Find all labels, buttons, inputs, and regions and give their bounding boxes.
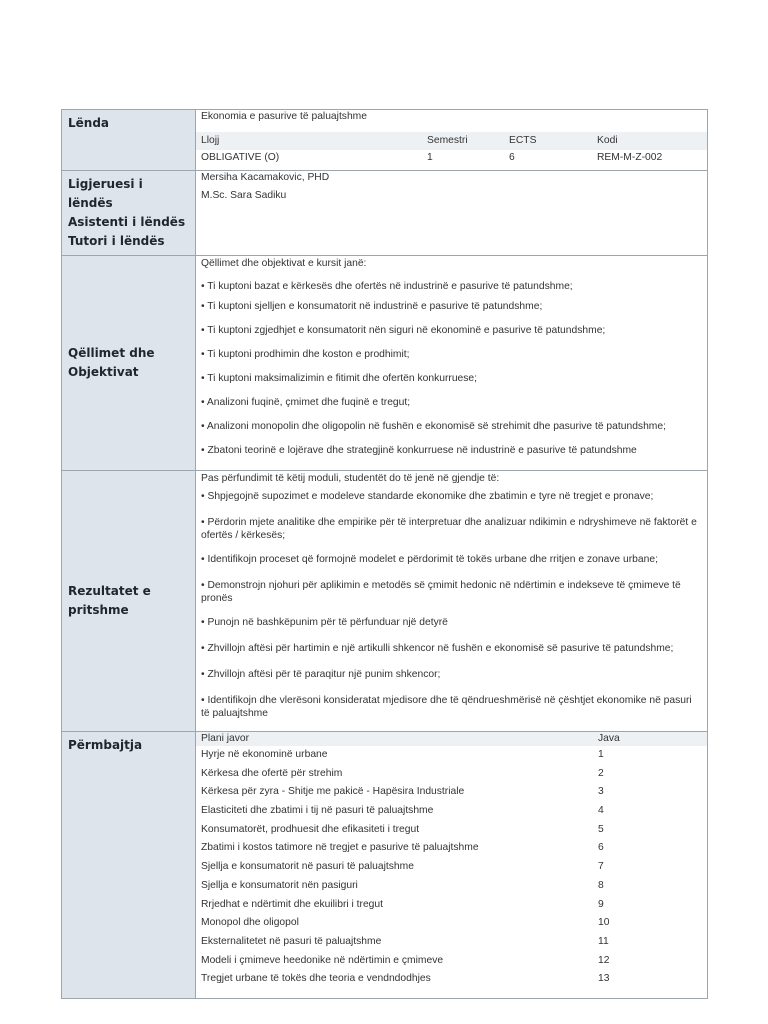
plan-row <box>201 746 702 765</box>
syllabus-table <box>61 109 708 999</box>
plan-topic: Zbatimi i kostos tatimore në tregjet e pasurive të paluajtshme <box>201 842 479 854</box>
content-label-cell <box>62 732 196 999</box>
content-cell <box>196 732 708 999</box>
objective-item: • Ti kuptoni sjelljen e konsumatorit në industrinë e pasurive të patundshme; <box>201 301 543 312</box>
plan-row <box>201 970 702 989</box>
plan-row <box>201 877 702 896</box>
lecturer-label: Ligjeruesi i lëndës <box>68 177 143 210</box>
plan-topic: Kërkesa dhe ofertë për strehim <box>201 767 343 779</box>
result-item: • Punojn në bashkëpunim për të përfunduar një detyrë <box>201 617 448 628</box>
plan-week: 5 <box>598 823 604 835</box>
content-row <box>62 732 708 999</box>
plan-week: 12 <box>598 954 610 966</box>
results-label: Rezultatet e pritshme <box>68 584 151 617</box>
plan-week: 2 <box>598 767 604 779</box>
results-content <box>196 471 708 732</box>
plan-topic: Konsumatorët, prodhuesit dhe efikasiteti i tregut <box>201 823 420 835</box>
assistant-label: Asistenti i lëndës <box>68 215 186 229</box>
objectives-row <box>62 256 708 471</box>
plan-row <box>201 839 702 858</box>
plan-topic: Sjellja e konsumatorit në pasuri të paluajtshme <box>201 861 414 873</box>
objectives-label-cell <box>62 256 196 471</box>
plan-header <box>196 732 707 746</box>
plan-row <box>201 783 702 802</box>
header-semester: Semestri <box>427 135 468 146</box>
results-row <box>62 471 708 732</box>
plan-week: 1 <box>598 749 604 760</box>
plan-week: 11 <box>598 935 609 947</box>
plan-header-topic: Plani javor <box>201 733 250 744</box>
plan-week: 4 <box>598 805 604 817</box>
objective-item: • Ti kuptoni bazat e kërkesës dhe ofertës në industrinë e pasurive të patundshme; <box>201 281 573 292</box>
plan-topic: Rrjedhat e ndërtimit dhe ekuilibri i tregut <box>201 898 384 910</box>
objective-item: • Ti kuptoni maksimalizimin e fitimit dhe ofertën konkurruese; <box>201 373 478 384</box>
plan-week: 10 <box>598 917 610 929</box>
result-item: • Identifikojn proceset që formojnë modelet e përdorimit të tokës urbane dhe rritjen e zonave urbane; <box>201 554 658 565</box>
objective-item: • Ti kuptoni zgjedhjet e konsumatorit nën siguri në ekonominë e pasurive të patundshme; <box>201 325 606 336</box>
objective-item: • Zbatoni teorinë e lojërave dhe strategjinë konkurruese në industrinë e pasurive të patundshme <box>201 445 637 456</box>
objectives-label-line-2: Objektivat <box>68 365 139 379</box>
plan-topic: Kërkesa për zyra - Shitje me pakicë - Hapësira Industriale <box>201 786 465 798</box>
plan-week: 8 <box>598 879 604 891</box>
plan-topic: Modeli i çmimeve heedonike në ndërtimin e çmimeve <box>201 954 444 966</box>
plan-row <box>201 858 702 877</box>
objective-item: • Analizoni fuqinë, çmimet dhe fuqinë e tregut; <box>201 397 411 408</box>
plan-topic: Eksternalitetet në pasuri të paluajtshme <box>201 935 382 947</box>
subject-label-cell <box>62 110 196 171</box>
plan-header-week: Java <box>598 733 620 744</box>
result-item: • Shpjegojnë supozimet e modeleve standarde ekonomike dhe zbatimin e tyre në tregjet e pronave; <box>201 491 654 502</box>
header-type: Llojj <box>201 135 220 146</box>
lecturer-name: Mersiha Kacamakovic, PHD <box>201 172 330 183</box>
content-label: Përmbajtja <box>68 738 143 752</box>
plan-row <box>201 821 702 840</box>
objective-item: • Analizoni monopolin dhe oligopolin në fushën e ekonomisë së strehimit dhe pasurive të patundshme; <box>201 421 666 432</box>
header-code: Kodi <box>597 135 618 146</box>
plan-row <box>201 802 702 821</box>
subject-header-row <box>196 132 707 150</box>
subject-value-row <box>196 150 707 166</box>
plan-topic: Hyrje në ekonominë urbane <box>201 749 328 760</box>
staff-row <box>62 171 708 256</box>
staff-label-cell <box>62 171 196 256</box>
plan-row <box>201 896 702 915</box>
value-ects: 6 <box>509 152 515 163</box>
value-code: REM-M-Z-002 <box>597 152 663 163</box>
plan-row <box>201 914 702 933</box>
plan-week: 3 <box>598 786 604 798</box>
plan-topic: Monopol dhe oligopol <box>201 917 299 929</box>
result-item: • Zhvillojn aftësi për të paraqitur një punim shkencor; <box>201 669 441 680</box>
objectives-intro: Qëllimet dhe objektivat e kursit janë: <box>201 258 367 269</box>
plan-week: 13 <box>598 973 610 985</box>
plan-row <box>201 765 702 784</box>
results-intro: Pas përfundimit të këtij moduli, studentët do të jenë në gjendje të: <box>201 473 500 484</box>
plan-week: 9 <box>598 898 604 910</box>
plan-week: 6 <box>598 842 604 854</box>
objectives-label-line-1: Qëllimet dhe <box>68 346 155 360</box>
plan-topic: Tregjet urbane të tokës dhe teoria e vendndodhjes <box>201 973 431 985</box>
result-item: • Zhvillojn aftësi për hartimin e një artikulli shkencor në fushën e ekonomisë së pasurive të patundshme; <box>201 643 674 654</box>
result-item: • Përdorin mjete analitike dhe empirike për të interpretuar dhe analizuar ndikimin e ndryshimeve në faktorët e ofertës / kërkesës; <box>201 517 697 541</box>
plan-row <box>201 952 702 971</box>
results-label-cell <box>62 471 196 732</box>
value-semester: 1 <box>427 152 433 163</box>
objectives-content <box>196 256 708 471</box>
subject-name: Ekonomia e pasurive të paluajtshme <box>201 111 367 122</box>
tutor-label: Tutori i lëndës <box>68 234 165 248</box>
plan-row <box>201 933 702 952</box>
subject-content <box>196 110 708 171</box>
result-item: • Demonstrojn njohuri për aplikimin e metodës së çmimit hedonic në ndërtimin e indekseve të çmimeve të pronës <box>201 580 681 604</box>
subject-row <box>62 110 708 171</box>
plan-topic: Sjellja e konsumatorit nën pasiguri <box>201 879 358 891</box>
staff-content <box>196 171 708 256</box>
subject-label: Lënda <box>68 116 110 130</box>
plan-topic: Elasticiteti dhe zbatimi i tij në pasuri të paluajtshme <box>201 805 434 817</box>
result-item: • Identifikojn dhe vlerësoni konsideratat mjedisore dhe të qëndrueshmërisë në çështjet ekonomike në pasuri të paluajtshme <box>201 695 692 719</box>
plan-rows <box>201 746 702 989</box>
assistant-name: M.Sc. Sara Sadiku <box>201 190 287 201</box>
plan-week: 7 <box>598 861 604 873</box>
objective-item: • Ti kuptoni prodhimin dhe koston e prodhimit; <box>201 349 410 360</box>
value-type: OBLIGATIVE (O) <box>201 152 280 163</box>
header-ects: ECTS <box>509 135 537 146</box>
